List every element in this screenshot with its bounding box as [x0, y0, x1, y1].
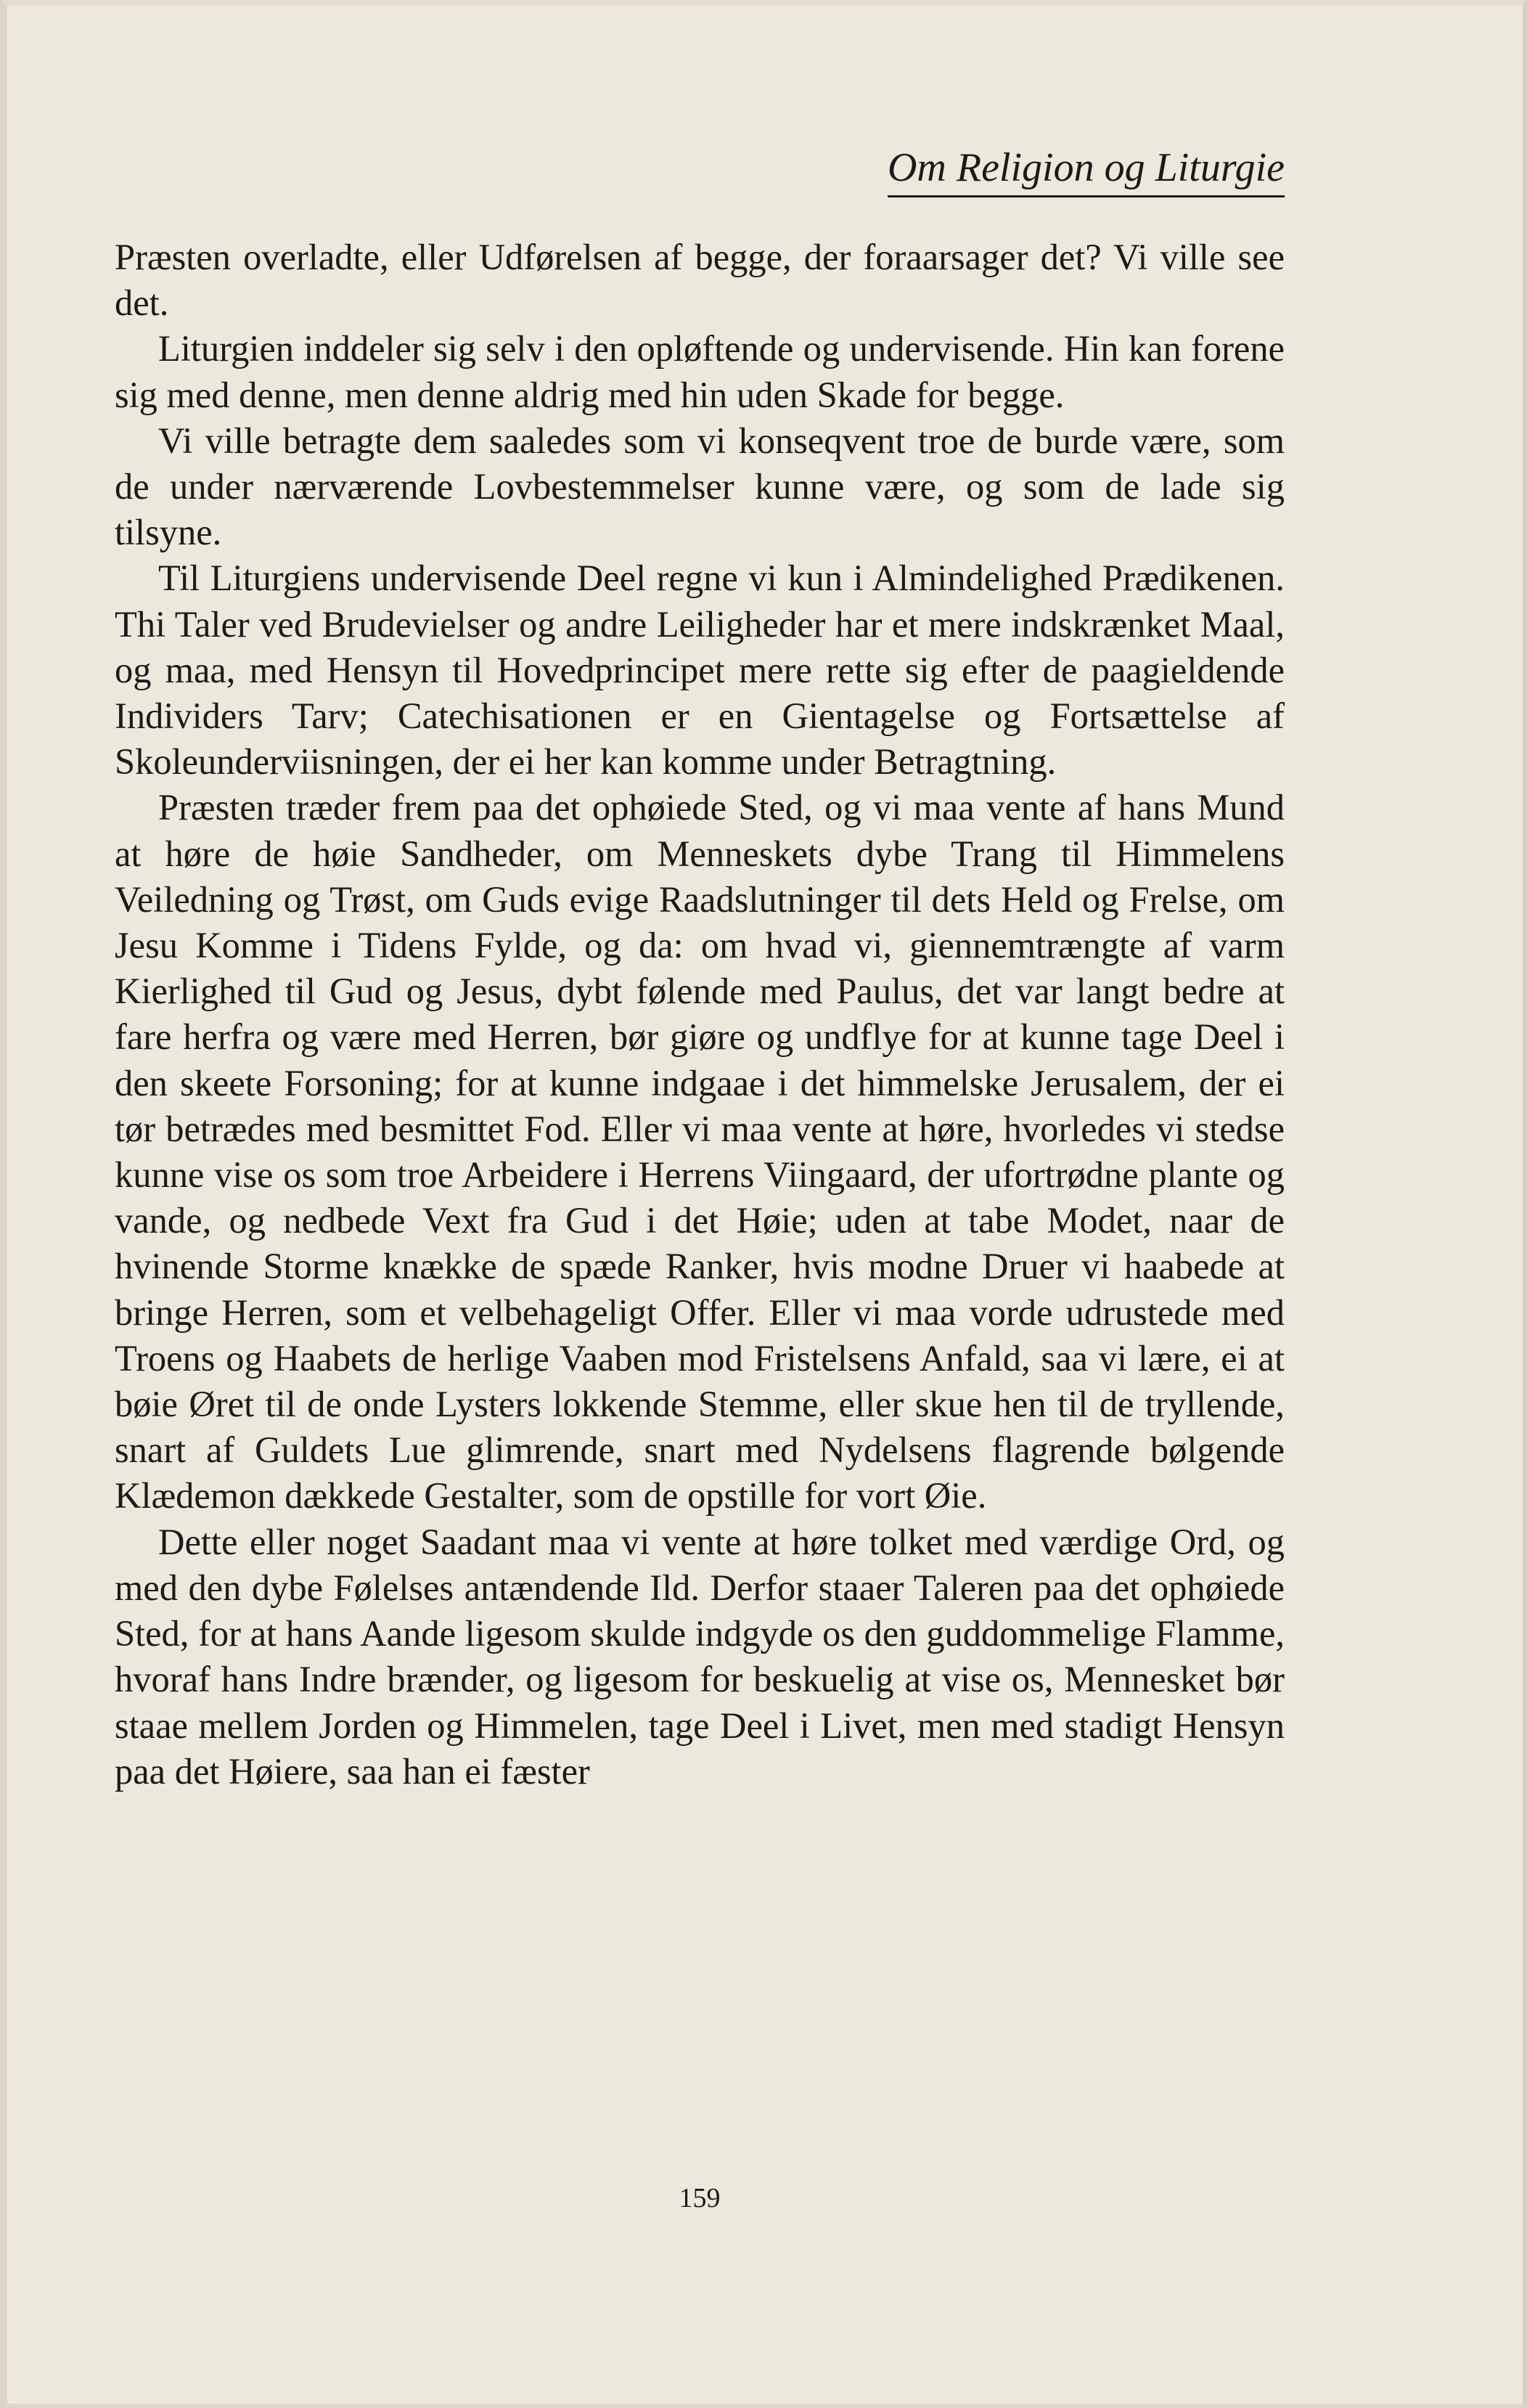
paragraph-1: Præsten overladte, eller Udførelsen af begge, der foraarsager det? Vi ville see det. [115, 237, 1285, 324]
page-number: 159 [679, 2183, 721, 2213]
running-title: Om Religion og Liturgie [888, 142, 1285, 197]
paragraph-6: Dette eller noget Saadant maa vi vente at høre tolket med værdige Ord, og med den dybe Følelses antændende Ild. Derfor staaer Taleren paa det ophøiede Sted, for at hans Aande ligesom skulde indgyde os den guddommelige Flamme, hvoraf hans Indre brænder, og ligesom for beskuelig at vise os, Mennesket bør staae mellem Jorden og Himmelen, tage Deel i Livet, men med stadigt Hensyn paa det Høiere, saa han ei fæster [115, 1521, 1285, 1792]
body-text [115, 234, 1285, 1795]
running-header [115, 142, 1285, 197]
paragraph-3: Vi ville betragte dem saaledes som vi konseqvent troe de burde være, som de under nærværende Lovbestemmelser kunne være, og som de lade sig tilsyne. [115, 420, 1285, 553]
paragraph-4: Til Liturgiens undervisende Deel regne vi kun i Almindelighed Prædikenen. Thi Taler ved Brudevielser og andre Leiligheder har et mere indskrænket Maal, og maa, med Hensyn til Hovedprincipet mere rette sig efter de paagieldende Individers Tarv; Catechisationen er en Gientagelse og Fortsættelse af Skoleunderviisningen, der ei her kan komme under Betragtning. [115, 558, 1285, 783]
paragraph-5: Præsten træder frem paa det ophøiede Sted, og vi maa vente af hans Mund at høre de høie Sandheder, om Menneskets dybe Trang til Himmelens Veiledning og Trøst, om Guds evige Raadslutninger til dets Held og Frelse, om Jesu Komme i Tidens Fylde, og da: om hvad vi, giennemtrængte af varm Kierlighed til Gud og Jesus, dybt følende med Paulus, det var langt bedre at fare herfra og være med Herren, bør giøre og undflye for at kunne tage Deel i den skeete Forsoning; for at kunne indgaae i det himmelske Jerusalem, der ei tør betrædes med besmittet Fod. Eller vi maa vente at høre, hvorledes vi stedse kunne vise os som troe Arbeidere i Herrens Viingaard, der ufortrødne plante og vande, og nedbede Vext fra Gud i det Høie; uden at tabe Modet, naar de hvinende Storme knække de spæde Ranker, hvis modne Druer vi haabede at bringe Herren, som et velbehageligt Offer. Eller vi maa vorde udrustede med Troens og Haabets de herlige Vaaben mod Fristelsens Anfald, saa vi lære, ei at bøie Øret til de onde Lysters lokkende Stemme, eller skue hen til de tryllende, snart af Guldets Lue glimrende, snart med Nydelsens flagrende bølgende Klædemon dækkede Gestalter, som de opstille for vort Øie. [115, 787, 1285, 1517]
paragraph-2: Liturgien inddeler sig selv i den opløftende og undervisende. Hin kan forene sig med denne, men denne aldrig med hin uden Skade for begge. [115, 328, 1285, 415]
